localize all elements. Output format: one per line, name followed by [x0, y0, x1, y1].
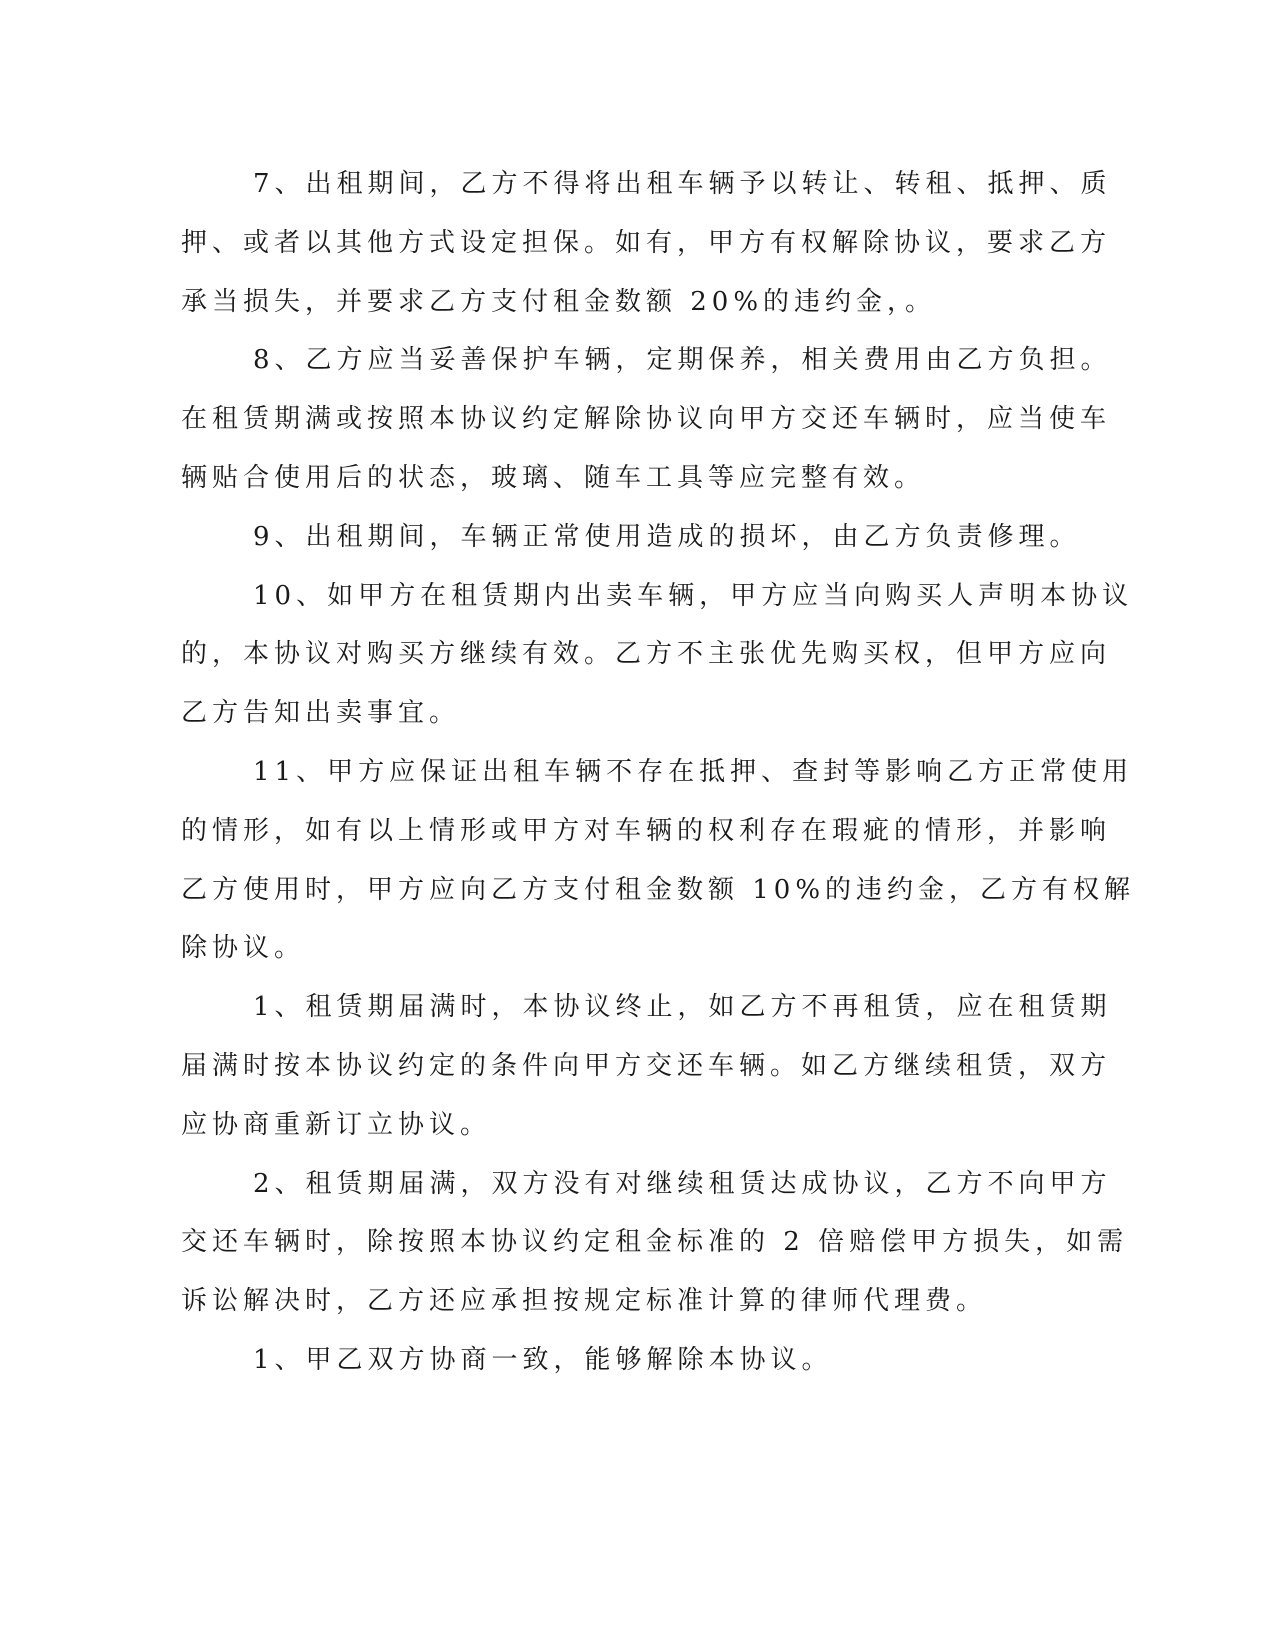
- text-line: 押、或者以其他方式设定担保。如有，甲方有权解除协议，要求乙方: [181, 227, 1112, 258]
- document-body: [181, 155, 1136, 1390]
- text-line: 应协商重新订立协议。: [181, 1109, 492, 1140]
- text-line: 的，本协议对购买方继续有效。乙方不主张优先购买权，但甲方应向: [181, 639, 1112, 670]
- text-line: 9、出租期间，车辆正常使用造成的损坏，由乙方负责修理。: [253, 521, 1081, 552]
- text-line: 的情形，如有以上情形或甲方对车辆的权利存在瑕疵的情形，并影响: [181, 815, 1112, 846]
- text-line: 辆贴合使用后的状态，玻璃、随车工具等应完整有效。: [181, 462, 926, 493]
- rescission-clause-1: [181, 1331, 1031, 1390]
- text-line: 10、如甲方在租赁期内出卖车辆，甲方应当向购买人声明本协议: [253, 580, 1134, 611]
- text-line: 届满时按本协议约定的条件向甲方交还车辆。如乙方继续租赁，双方: [181, 1050, 1112, 1081]
- clause-7: [181, 155, 1112, 331]
- text-line: 7、出租期间，乙方不得将出租车辆予以转让、转租、抵押、质: [253, 169, 1112, 199]
- text-line: 诉讼解决时，乙方还应承担按规定标准计算的律师代理费。: [181, 1286, 988, 1317]
- clause-8: [181, 331, 1112, 507]
- text-line: 除协议。: [181, 933, 306, 964]
- text-line: 8、乙方应当妥善保护车辆，定期保养，相关费用由乙方负担。: [253, 345, 1112, 376]
- clause-10: [181, 567, 1134, 743]
- text-line: 乙方告知出卖事宜。: [181, 698, 461, 729]
- text-line: 乙方使用时，甲方应向乙方支付租金数额 10%的违约金，乙方有权解: [181, 874, 1136, 905]
- termination-clause-1: [181, 978, 1112, 1154]
- text-line: 11、甲方应保证出租车辆不存在抵押、查封等影响乙方正常使用: [253, 756, 1134, 787]
- text-line: 2、租赁期届满，双方没有对继续租赁达成协议，乙方不向甲方: [253, 1168, 1112, 1199]
- text-line: 1、甲乙双方协商一致，能够解除本协议。: [253, 1344, 833, 1375]
- termination-clause-2: [181, 1155, 1129, 1331]
- clause-9: [181, 508, 1081, 567]
- text-line: 承当损失，并要求乙方支付租金数额 20%的违约金，。: [181, 286, 937, 317]
- text-line: 1、租赁期届满时，本协议终止，如乙方不再租赁，应在租赁期: [253, 992, 1112, 1023]
- clause-11: [181, 743, 1136, 978]
- text-line: 交还车辆时，除按照本协议约定租金标准的 2 倍赔偿甲方损失，如需: [181, 1227, 1129, 1258]
- text-line: 在租赁期满或按照本协议约定解除协议向甲方交还车辆时，应当使车: [181, 404, 1112, 435]
